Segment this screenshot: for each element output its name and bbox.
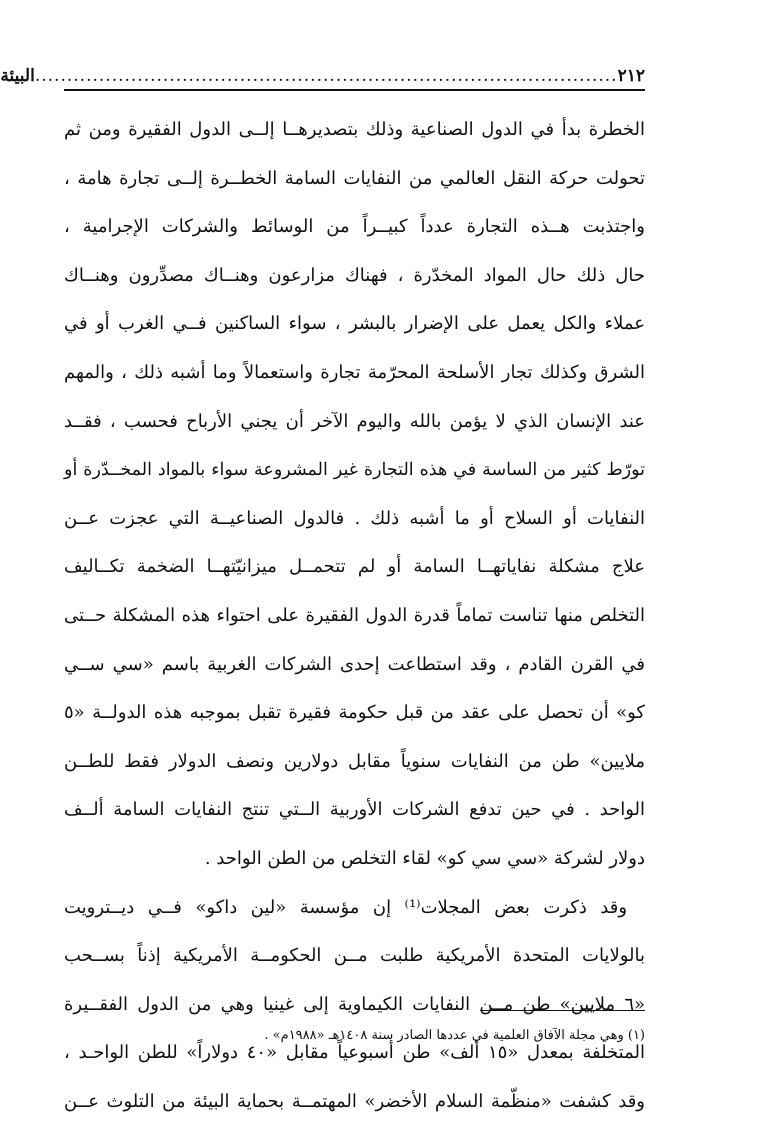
text-line: كو» أن تحصل على عقد من قبل حكومة فقيرة تقبل بموجبه هذه الدولــة «٥ xyxy=(64,689,645,738)
text-line: الخطرة بدأ في الدول الصناعية وذلك بتصديرهــا إلــى الدول الفقيرة ومن ثم xyxy=(64,106,645,155)
text-line: علاج مشكلة نفاياتهــا السامة أو لم تتحمــل ميزانيّتهــا الضخمة تكــاليف xyxy=(64,543,645,592)
footnote: (١) وهي مجلة الآفاق العلمية في عددها الصادر سنة ١٤٠٨هـ «١٩٨٨م» . xyxy=(64,1025,645,1047)
text-line: التخلص منها تناست تماماً قدرة الدول الفقيرة على احتواء هذه المشكلة حــتى xyxy=(64,592,645,641)
footnote-rule xyxy=(480,1010,645,1011)
text-line: عند الإنسان الذي لا يؤمن بالله واليوم الآخر أن يجني الأرباح فحسب ، فقــد xyxy=(64,398,645,447)
text-line: الواحد . في حين تدفع الشركات الأوربية الــتي تنتج النفايات السامة ألــف xyxy=(64,786,645,835)
text-line: «٦ ملايين» طن مــن النفايات الكيماوية إلى غينيا وهي من الدول الفقــيرة xyxy=(64,981,645,1030)
header-rule xyxy=(64,89,645,91)
chapter-title: البيئة xyxy=(0,66,34,86)
text-line: ملايين» طن من النفايات سنوياً مقابل دولارين ونصف الدولار فقط للطــن xyxy=(64,738,645,787)
text-line: تحولت حركة النقل العالمي من النفايات السامة الخطــرة إلــى تجارة هامة ، xyxy=(64,155,645,204)
page-number: ٢١٢ xyxy=(618,66,645,86)
text-line: بالولايات المتحدة الأمريكية طلبت مــن الحكومــة الأمريكية إذناً بســحب xyxy=(64,932,645,981)
text-line: عملاء والكل يعمل على الإضرار بالبشر ، سواء الساكنين فــي الغرب أو في xyxy=(64,300,645,349)
text-line: في القرن القادم ، وقد استطاعت إحدى الشركات الغربية باسم «سي ســي xyxy=(64,641,645,690)
header-leader-dots-right: ........................................................................................... xyxy=(35,66,618,86)
text-line: واجتذبت هــذه التجارة عدداً كبيــراً من الوسائط والشركات الإجرامية ، xyxy=(64,203,645,252)
text-line: الشرق وكذلك تجار الأسلحة المحرّمة تجارة واستعمالاً وما أشبه ذلك ، والمهم xyxy=(64,349,645,398)
text-line: تورّط كثير من الساسة في هذه التجارة غير المشروعة سواء بالمواد المخــدّرة أو xyxy=(64,446,645,495)
text-line: دولار لشركة «سي سي كو» لقاء التخلص من الطن الواحد . xyxy=(64,835,645,884)
text-line: المتخلفة بمعدل «١٥ ألف» طن أسبوعياً مقابل «٤٠ دولاراً» للطن الواحـد ، xyxy=(64,1029,645,1078)
running-header xyxy=(64,56,645,86)
text-line: النفايات أو السلاح أو ما أشبه ذلك . فالدول الصناعيــة التي عجزت عــن xyxy=(64,495,645,544)
text-line: وقد ذكرت بعض المجلات⁽¹⁾ إن مؤسسة «لين داكو» فــي ديــترويت xyxy=(64,884,645,933)
text-line: حال ذلك حال المواد المخدّرة ، فهناك مزارعون وهنــاك مصدِّرون وهنــاك xyxy=(64,252,645,301)
body-text xyxy=(64,106,645,1126)
text-line: وقد كشفت «منظّمة السلام الأخضر» المهتمــة بحماية البيئة من التلوث عــن xyxy=(64,1078,645,1126)
